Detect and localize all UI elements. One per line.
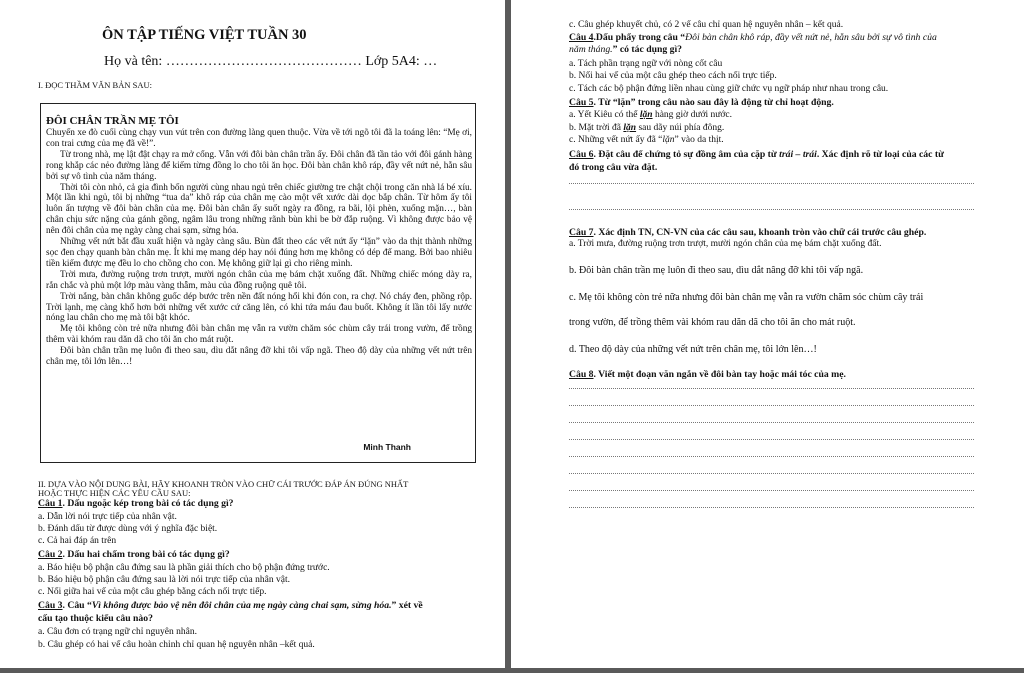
question-text: ” có tác dụng gì? [612, 44, 683, 55]
section-2-heading: II. DỰA VÀO NỘI DUNG BÀI, HÃY KHOANH TRÒN VÀO CHỮ CÁI TRƯỚC ĐÁP ÁN ĐÚNG NHẤT [38, 479, 409, 489]
question-text: . Xác định rõ từ loại của các từ [816, 149, 944, 160]
highlighted-word: lặn [623, 123, 637, 133]
answer-line[interactable] [569, 209, 974, 210]
question-7 [569, 227, 926, 238]
option-text: hàng giờ dưới nước. [652, 110, 733, 120]
question-text: . Dấu ngoặc kép trong bài có tác dụng gì? [62, 498, 234, 509]
question-number: Câu 2 [38, 549, 63, 560]
answer-line[interactable] [569, 439, 974, 440]
option-a[interactable]: a. Câu đơn có trạng ngữ chỉ nguyên nhân. [38, 627, 197, 637]
story-paragraph: Đôi bàn chân trần mẹ luôn đi theo sau, dìu dắt nâng đỡ khi tôi vấp ngã. Theo độ dày của những vết nứt trên chân mẹ, tôi lớn lên…! [46, 346, 472, 368]
question-text: . Dấu hai chấm trong bài có tác dụng gì? [62, 549, 230, 560]
option-b[interactable]: b. Đánh dấu từ được dùng với ý nghĩa đặc biệt. [38, 524, 218, 534]
story-author: Minh Thanh [363, 442, 411, 452]
answer-line[interactable] [569, 388, 974, 389]
question-text: . Viết một đoạn văn ngắn về đôi bàn tay hoặc mái tóc của mẹ. [593, 369, 846, 380]
worksheet-page-left [0, 0, 505, 668]
answer-line[interactable] [569, 456, 974, 457]
story-paragraph: Trời mưa, đường ruộng trơn trượt, mười ngón chân của mẹ bám chặt xuống đất. Những chiếc móng dày ra, rắn chắc và phủ một lớp màu vàng thẫm, màu của đồng ruộng quê tôi. [46, 269, 472, 291]
sentence-d[interactable]: d. Theo độ dày của những vết nứt trên chân mẹ, tôi lớn lên…! [569, 344, 817, 355]
option-c[interactable]: c. Nối giữa hai vế của một câu ghép bằng cách nối trực tiếp. [38, 587, 267, 597]
question-text: . Câu “ [62, 600, 92, 611]
story-body [46, 128, 472, 368]
question-number: Câu 1 [38, 498, 63, 509]
answer-line[interactable] [569, 473, 974, 474]
option-c[interactable]: c. Cả hai đáp án trên [38, 536, 117, 546]
question-4 [569, 32, 937, 43]
question-2 [38, 549, 230, 560]
option-b[interactable]: b. Câu ghép có hai vế câu hoàn chỉnh chỉ quan hệ nguyên nhân –kết quả. [38, 640, 315, 650]
option-text: c. Những vết nứt ấy đã “ [569, 135, 663, 145]
option-a[interactable] [569, 110, 732, 120]
answer-line[interactable] [569, 507, 974, 508]
question-3 [38, 600, 423, 611]
question-1 [38, 498, 234, 509]
answer-line[interactable] [569, 490, 974, 491]
section-1-heading: I. ĐỌC THẦM VĂN BẢN SAU: [38, 80, 152, 90]
option-c[interactable] [569, 135, 724, 145]
option-a[interactable]: a. Báo hiệu bộ phận câu đứng sau là phần giải thích cho bộ phận đứng trước. [38, 563, 330, 573]
question-quote: Đôi bàn chân khô ráp, đầy vết nứt nẻ, hằn sâu bởi sự vô tình của [685, 32, 937, 43]
worksheet-title: ÔN TẬP TIẾNG VIỆT TUẦN 30 [102, 27, 307, 43]
question-text: . Đặt câu để chứng tỏ sự đồng âm của cặp từ [593, 149, 780, 160]
question-text: .Dấu phẩy trong câu “ [593, 32, 686, 43]
option-c[interactable]: c. Câu ghép khuyết chủ, có 2 vế câu chỉ quan hệ nguyên nhân – kết quả. [569, 20, 844, 30]
answer-line[interactable] [569, 422, 974, 423]
reading-passage-box [40, 103, 476, 463]
question-keyword: trái – trái [779, 149, 817, 160]
worksheet-page-right [511, 0, 1024, 668]
option-a[interactable]: a. Dẫn lời nói trực tiếp của nhân vật. [38, 512, 177, 522]
answer-line[interactable] [569, 183, 974, 184]
story-paragraph: Từ trong nhà, mẹ lật đật chạy ra mở cổng. Vẫn với đôi bàn chân trần ấy. Đôi chân đã tần tảo với đôi gánh hàng rong khắp các nẻo đường làng để kiếm từng đồng lo cho tôi ăn học. Đôi bàn chân khô ráp, đầy vết nứt nẻ, hằn sâu bởi sự vô tình của năm tháng. [46, 149, 472, 182]
question-text: ” xét về [391, 600, 423, 611]
question-text: . Xác định TN, CN-VN của các câu sau, khoanh tròn vào chữ cái trước câu ghép. [593, 227, 927, 238]
option-c[interactable]: c. Tách các bộ phận đứng liền nhau cùng giữ chức vụ ngữ pháp như nhau trong câu. [569, 84, 889, 94]
option-b[interactable] [569, 123, 724, 133]
story-title: ĐÔI CHÂN TRẦN MẸ TÔI [46, 115, 179, 127]
option-b[interactable]: b. Báo hiệu bộ phận câu đứng sau là lời nói trực tiếp của nhân vật. [38, 575, 290, 585]
question-number: Câu 8 [569, 369, 594, 380]
story-paragraph: Thời tôi còn nhỏ, cả gia đình bốn người cùng nhau ngủ trên chiếc giường tre chật chội trong căn nhà lá bé xíu. Một lần khi ngủ, tôi bị những “tua da” khô ráp của chân mẹ cào một vết xước dài dọc bắp chân. Từ hôm ấy tôi luôn ấn tượng về đôi bàn chân của mẹ. Đôi bàn chân ấy suốt ngày ra đồng, ra bãi, lội phèn, xuống mặn…, bàn chân chịu sức nặng của gánh gồng, ngâm lâu trong những rãnh bùn khi be bờ đắp ruộng. Vì không được bảo vệ nên đôi chân của mẹ ngày càng chai sạm, sừng hóa. [46, 182, 472, 237]
question-quote: Vì không được bảo vệ nên đôi chân của mẹ ngày càng chai sạm, sừng hóa. [91, 600, 392, 611]
answer-line[interactable] [569, 405, 974, 406]
question-text: . Từ “lặn” trong câu nào sau đây là động từ chỉ hoạt động. [593, 97, 834, 108]
student-name-line: Họ và tên: …………………………………… Lớp 5A4: … [104, 54, 438, 69]
option-text: b. Mặt trời đã [569, 123, 624, 133]
question-number: Câu 6 [569, 149, 594, 160]
question-4-cont [569, 44, 682, 55]
question-3-cont: cấu tạo thuộc kiểu câu nào? [38, 613, 153, 624]
story-paragraph: Những vết nứt bắt đầu xuất hiện và ngày càng sâu. Bùn đất theo các vết nứt ấy “lặn” vào da thịt thành những sọc đen chạy quanh bàn chân mẹ. Ít khi mẹ mang dép hay nói đúng hơn mẹ không có dép để mang. Bởi bao nhiêu tiền kiếm được mẹ đều lo cho chồng cho con. Mẹ không giữ lại gì cho riêng mình. [46, 237, 472, 269]
story-paragraph: Mẹ tôi không còn trẻ nữa nhưng đôi bàn chân mẹ vẫn ra vườn chăm sóc chùm cây trái trong vườn, để trồng thêm vài khóm rau dăn dã cho tôi ăn cho mát ruột. [46, 324, 472, 346]
section-2-heading-cont: HOẶC THỰC HIỆN CÁC YÊU CẦU SAU: [38, 488, 191, 498]
question-number: Câu 4 [569, 32, 594, 43]
story-paragraph: Chuyến xe đò cuối cùng chạy vun vút trên con đường làng quen thuộc. Vừa về tới ngõ tôi đã la toáng lên: “Mẹ ơi, con trai cưng của mẹ đã về!”. [46, 128, 472, 149]
question-8 [569, 369, 846, 380]
question-6 [569, 149, 944, 160]
story-paragraph: Trời nắng, bàn chân không guốc dép bước trên nền đất nóng hổi khi đón con, ra chợ. Nó cháy đen, phồng rộp. Trời lạnh, mẹ càng khổ hơn bởi những vết xước cứ căng lên, có khi tứa máu đau buốt. Không ít lần tôi lấy nước nóng lau chân cho mẹ mà tôi bật khóc. [46, 291, 472, 324]
question-quote: năm tháng. [569, 44, 613, 55]
option-text: a. Yết Kiêu có thể [569, 110, 640, 120]
sentence-a[interactable]: a. Trời mưa, đường ruộng trơn trượt, mười ngón chân của mẹ bám chặt xuống đất. [569, 239, 882, 249]
question-5 [569, 97, 834, 108]
option-text: ” vào da thịt. [674, 135, 724, 145]
question-number: Câu 7 [569, 227, 594, 238]
sentence-b[interactable]: b. Đôi bàn chân trần mẹ luôn đi theo sau, dìu dắt nâng đỡ khi tôi vấp ngã. [569, 265, 864, 276]
sentence-c[interactable]: c. Mẹ tôi không còn trẻ nữa nhưng đôi bàn chân mẹ vẫn ra vườn chăm sóc chùm cây trái [569, 292, 924, 303]
highlighted-word: lặn [662, 135, 675, 145]
question-number: Câu 5 [569, 97, 594, 108]
option-b[interactable]: b. Nối hai vế của một câu ghép theo cách nối trực tiếp. [569, 71, 777, 81]
highlighted-word: lặn [639, 110, 653, 120]
option-a[interactable]: a. Tách phần trạng ngữ với nòng cốt câu [569, 59, 723, 69]
option-text: sau dãy núi phía đông. [636, 123, 725, 133]
question-6-cont: đó trong câu vừa đặt. [569, 162, 658, 173]
sentence-c-cont: trong vườn, để trồng thêm vài khóm rau dăn dã cho tôi ăn cho mát ruột. [569, 317, 856, 328]
question-number: Câu 3 [38, 600, 63, 611]
